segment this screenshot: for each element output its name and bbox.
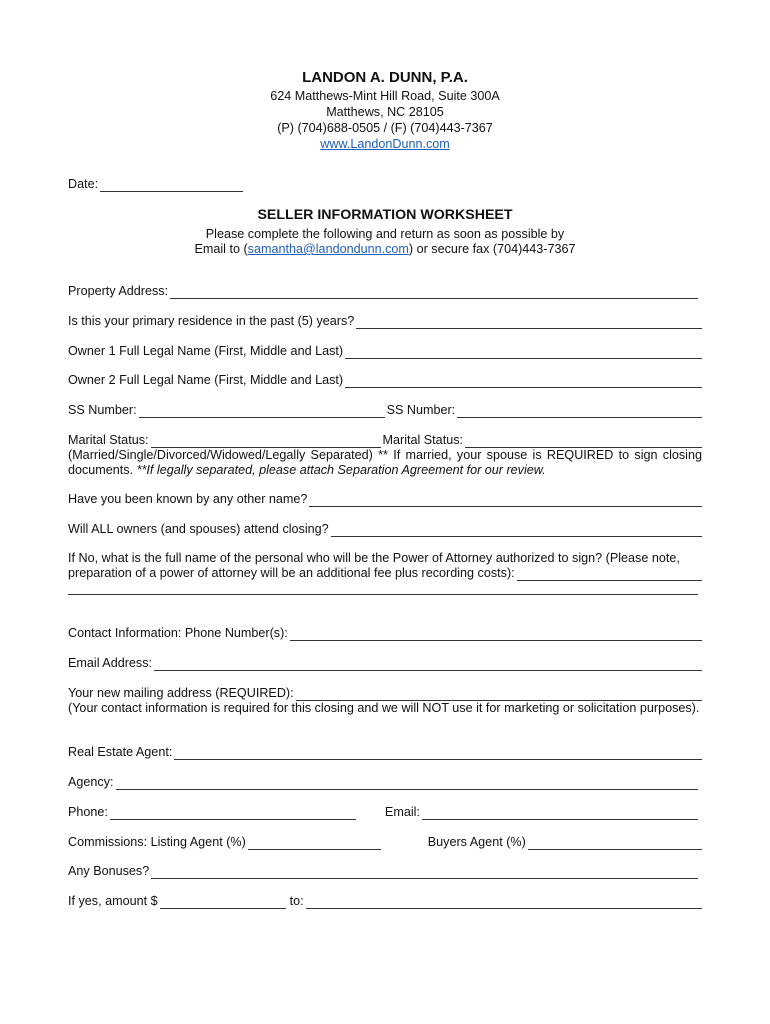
address-line-1: 624 Matthews-Mint Hill Road, Suite 300A (270, 89, 500, 103)
owner1-label: Owner 1 Full Legal Name (First, Middle and Last) (68, 344, 344, 358)
agent-row (68, 745, 702, 760)
phone-email-row (68, 805, 698, 820)
email-link[interactable]: samantha@landondunn.com (247, 242, 409, 256)
marital-status-1-label: Marital Status: (68, 433, 149, 447)
email-address-label: Email Address: (68, 656, 152, 670)
marital-status-2-field[interactable] (465, 436, 702, 448)
email-label: Email: (384, 805, 420, 819)
ss-number-1-label: SS Number: (68, 403, 137, 417)
contact-phone-field[interactable] (290, 629, 702, 641)
firm-name: LANDON A. DUNN, P.A. (302, 69, 468, 86)
ss-number-2-label: SS Number: (386, 403, 456, 417)
bonus-amount-label: If yes, amount $ (68, 894, 158, 908)
letterhead (0, 68, 770, 152)
property-address-row (68, 284, 698, 299)
instructions-line-2 (0, 241, 770, 257)
agent-field[interactable] (174, 748, 702, 760)
ss-number-1-field[interactable] (139, 406, 385, 418)
mailing-address-label: Your new mailing address (REQUIRED): (68, 686, 294, 700)
agency-row (68, 775, 698, 790)
property-address-field[interactable] (170, 287, 698, 299)
other-names-label: Have you been known by any other name? (68, 492, 308, 506)
instructions-line-1: Please complete the following and return as soon as possible by (205, 227, 565, 241)
marital-status-2-label: Marital Status: (382, 433, 463, 447)
ss-number-row (68, 403, 702, 418)
poa-question: If No, what is the full name of the personal who will be the Power of Attorney authorized to sign? (Please note, (68, 551, 680, 565)
commissions-row (68, 835, 702, 850)
owner2-field[interactable] (345, 376, 702, 388)
address-line-2: Matthews, NC 28105 (326, 105, 444, 119)
owner2-label: Owner 2 Full Legal Name (First, Middle and Last) (68, 373, 344, 387)
owner1-field[interactable] (345, 347, 702, 359)
separation-note: **If legally separated, please attach Separation Agreement for our review. (136, 463, 546, 477)
all-attend-row (68, 522, 702, 537)
bonus-to-label: to: (289, 894, 304, 908)
bonuses-field[interactable] (151, 867, 698, 879)
website-link[interactable]: www.LandonDunn.com (320, 137, 450, 151)
primary-residence-label: Is this your primary residence in the past (5) years? (68, 314, 355, 328)
phone-field[interactable] (110, 808, 356, 820)
marital-note-text: (Married/Single/Divorced/Widowed/Legally Separated) ** If married, your spouse is REQUIRED to sign closing documents. (68, 448, 702, 477)
email-address-row (68, 656, 702, 671)
bonus-amount-row (68, 894, 702, 909)
marital-status-row (68, 433, 702, 448)
bonus-to-field[interactable] (306, 897, 702, 909)
instructions-prefix: Email to ( (194, 242, 248, 256)
contact-phone-row (68, 626, 702, 641)
poa-field-continued[interactable] (68, 594, 698, 595)
date-row (68, 177, 243, 192)
commission-listing-label: Commissions: Listing Agent (%) (68, 835, 246, 849)
worksheet-title: SELLER INFORMATION WORKSHEET (257, 207, 513, 223)
owner1-row (68, 344, 702, 359)
bonuses-row (68, 864, 698, 879)
agent-label: Real Estate Agent: (68, 745, 173, 759)
ss-number-2-field[interactable] (457, 406, 702, 418)
instructions-suffix: ) or secure fax (704)443-7367 (408, 242, 576, 256)
date-label: Date: (68, 177, 99, 191)
all-attend-field[interactable] (331, 525, 702, 537)
commission-buyers-field[interactable] (528, 838, 702, 850)
poa-label: preparation of a power of attorney will be an additional fee plus recording costs): (68, 566, 515, 580)
bonus-amount-field[interactable] (160, 897, 286, 909)
property-address-label: Property Address: (68, 284, 169, 298)
commission-buyers-label: Buyers Agent (%) (427, 835, 526, 849)
other-names-field[interactable] (309, 495, 702, 507)
bonuses-label: Any Bonuses? (68, 864, 150, 878)
owner2-row (68, 373, 702, 388)
phone-fax: (P) (704)688-0505 / (F) (704)443-7367 (277, 121, 493, 135)
poa-row (68, 566, 702, 581)
email-field[interactable] (422, 808, 698, 820)
mailing-address-row (68, 686, 702, 701)
primary-residence-field[interactable] (356, 317, 702, 329)
mailing-address-field[interactable] (296, 689, 702, 701)
primary-residence-row (68, 314, 702, 329)
poa-field[interactable] (517, 569, 702, 581)
other-names-row (68, 492, 702, 507)
commission-listing-field[interactable] (248, 838, 381, 850)
date-field[interactable] (100, 180, 243, 192)
email-address-field[interactable] (154, 659, 702, 671)
all-attend-label: Will ALL owners (and spouses) attend closing? (68, 522, 329, 536)
phone-label: Phone: (68, 805, 108, 819)
agency-label: Agency: (68, 775, 114, 789)
marital-note (68, 448, 702, 478)
marital-status-1-field[interactable] (151, 436, 381, 448)
agency-field[interactable] (116, 778, 698, 790)
mailing-note: (Your contact information is required for this closing and we will NOT use it for marketing or solicitation purposes). (68, 701, 700, 715)
contact-phone-label: Contact Information: Phone Number(s): (68, 626, 288, 640)
